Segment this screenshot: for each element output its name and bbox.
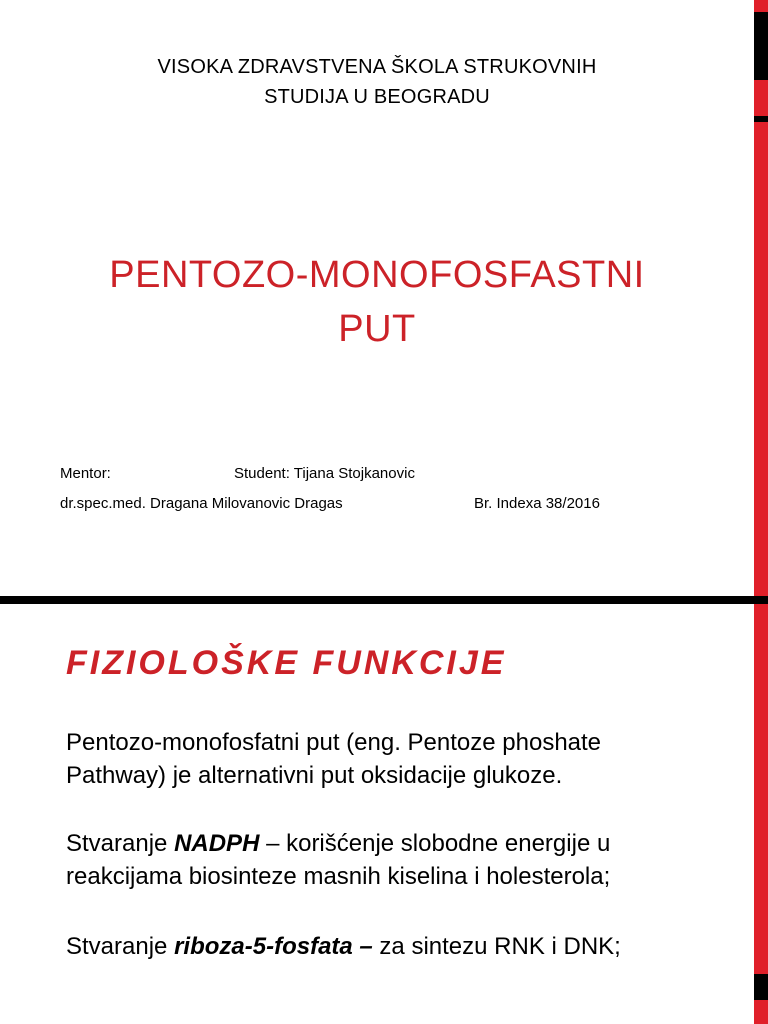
paragraph-nadph [66, 827, 726, 893]
school-name-line2: STUDIJA U BEOGRADU [264, 86, 490, 108]
side-accent-bar [754, 0, 768, 1024]
school-name-line1: VISOKA ZDRAVSTVENA ŠKOLA STRUKOVNIH [157, 56, 597, 78]
slide-divider [0, 596, 754, 604]
school-name [0, 52, 754, 112]
side-accent-red-top [754, 0, 768, 12]
slide-title [0, 248, 754, 356]
paragraph-nadph-line2: reakcijama biosinteze masnih kiselina i holesterola; [66, 863, 611, 890]
riboza-prefix: Stvaranje [66, 933, 175, 960]
content-slide [0, 604, 754, 1024]
nadph-term: NADPH [174, 830, 260, 857]
nadph-rest: – korišćenje slobodne energije u [259, 830, 611, 857]
side-accent-red-2 [754, 122, 768, 596]
side-accent-red-3 [754, 604, 768, 974]
slide-title-line2: PUT [338, 308, 416, 350]
paragraph-definition [66, 726, 726, 792]
slide-title-line1: PENTOZO-MONOFOSFASTNI [109, 254, 645, 296]
section-heading: FIZIOLOŠKE FUNKCIJE [66, 644, 507, 682]
mentor-label: Mentor: [60, 465, 111, 482]
side-accent-red-4 [754, 1000, 768, 1024]
paragraph-riboza [66, 930, 726, 963]
paragraph-riboza-line1 [66, 930, 726, 963]
index-number: Br. Indexa 38/2016 [474, 495, 600, 512]
side-accent-red-1 [754, 80, 768, 116]
mentor-name: dr.spec.med. Dragana Milovanovic Dragas [60, 495, 343, 512]
paragraph-definition-line1: Pentozo-monofosfatni put (eng. Pentoze phoshate [66, 729, 602, 756]
paragraph-nadph-line1 [66, 827, 726, 860]
nadph-prefix: Stvaranje [66, 830, 175, 857]
student-name: Student: Tijana Stojkanovic [234, 465, 415, 482]
paragraph-definition-line2: Pathway) je alternativni put oksidacije glukoze. [66, 762, 563, 789]
riboza-rest: za sintezu RNK i DNK; [372, 933, 621, 960]
riboza-term: riboza-5-fosfata – [174, 933, 373, 960]
